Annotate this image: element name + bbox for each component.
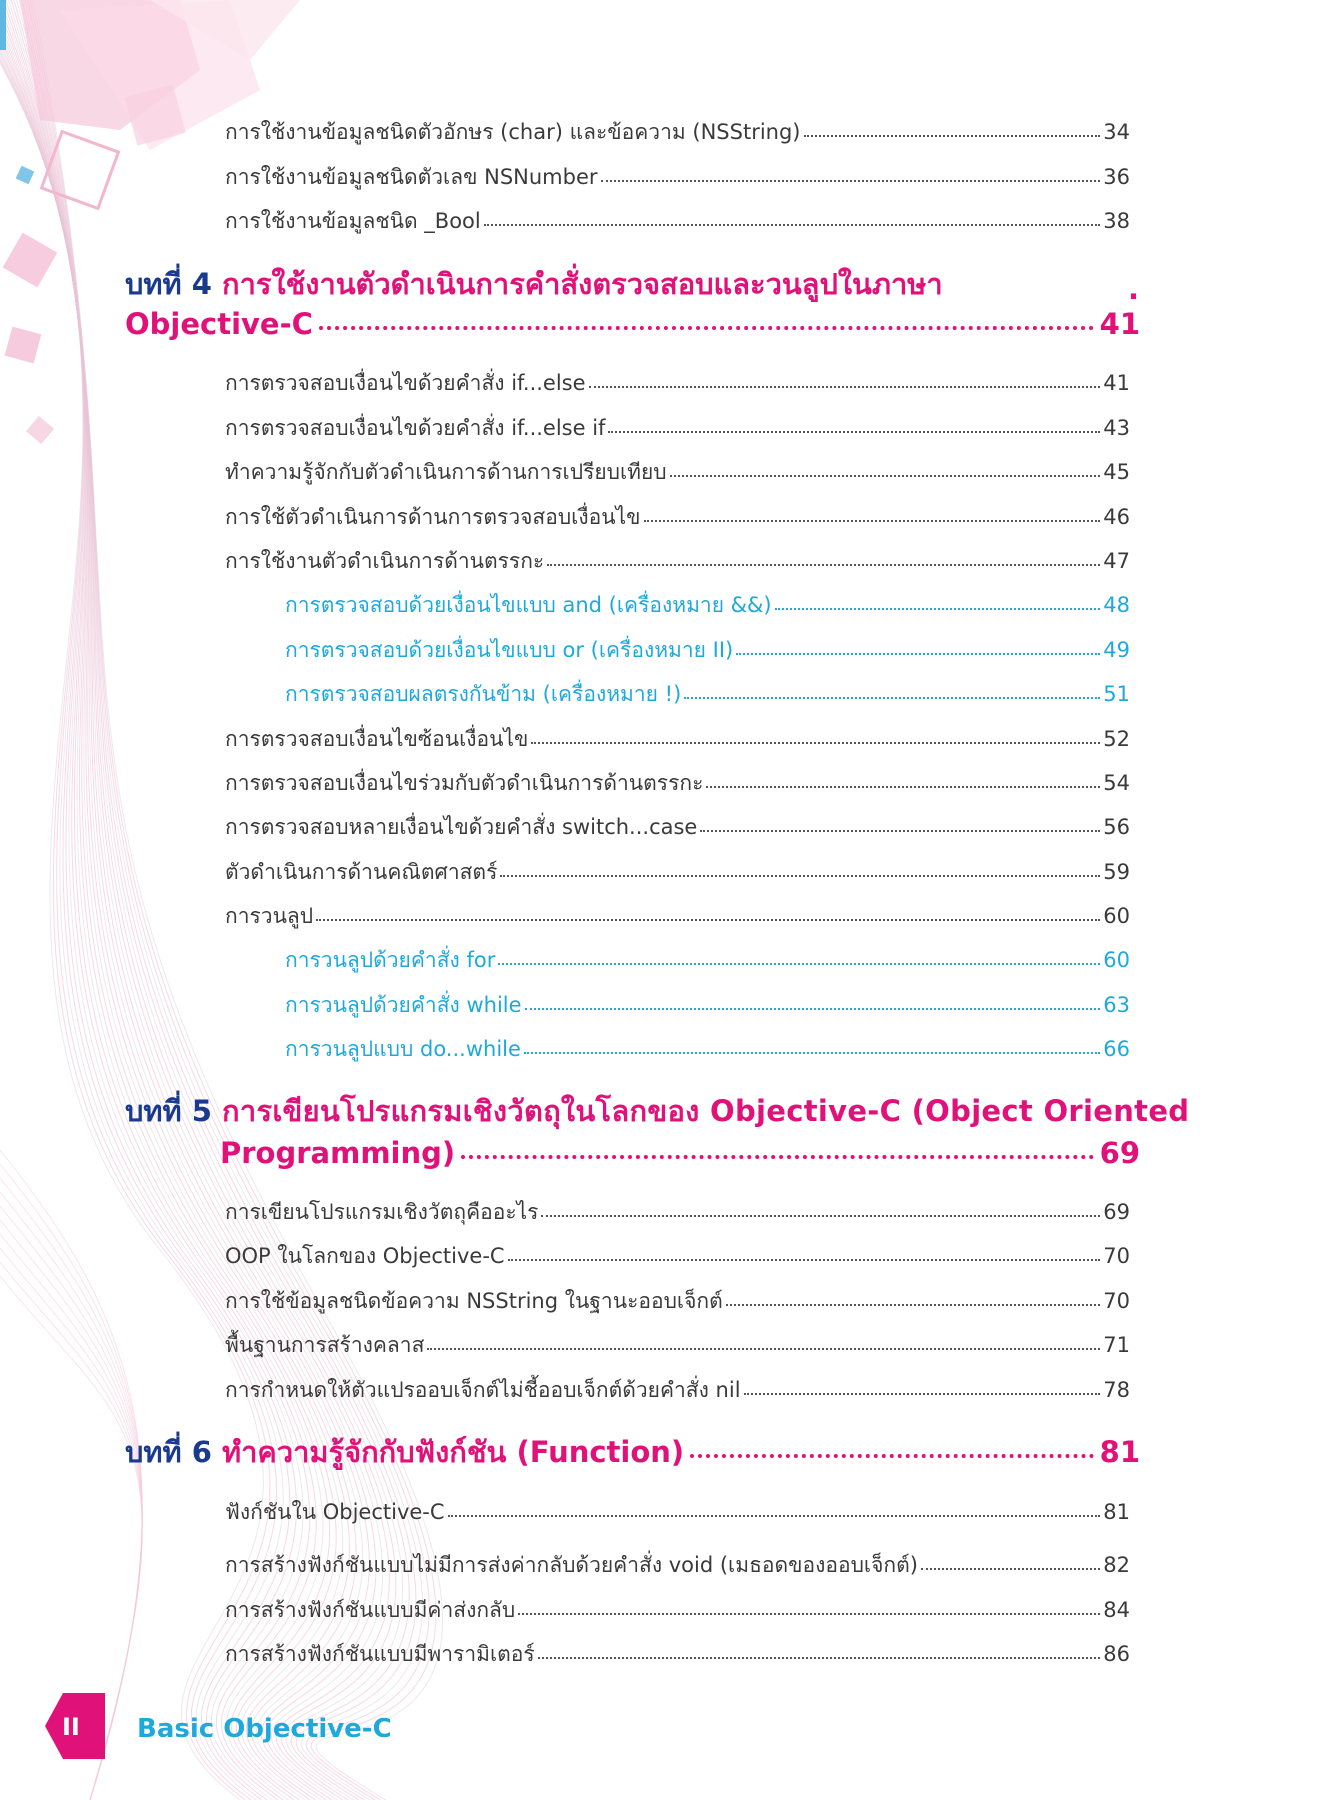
dot-leader (744, 1393, 1101, 1395)
dot-leader (531, 742, 1100, 744)
toc-entry-page: 47 (1103, 549, 1130, 573)
toc-entry-page: 59 (1103, 860, 1130, 884)
chapter-6-page: 81 (1099, 1435, 1140, 1469)
toc-entry-page: 43 (1103, 416, 1130, 440)
dot-leader (589, 386, 1101, 388)
toc-entry[interactable] (225, 1555, 1130, 1576)
toc-entry[interactable] (225, 862, 1130, 883)
toc-entry[interactable] (225, 729, 1130, 750)
book-title: Basic Objective-C (137, 1714, 392, 1744)
toc-entry-title: การวนลูปด้วยคำสั่ง for (285, 948, 496, 972)
toc-entry[interactable] (225, 507, 1130, 528)
dot-leader (684, 697, 1100, 699)
toc-entry[interactable] (225, 1600, 1130, 1621)
toc-entry-page: 49 (1103, 638, 1130, 662)
toc-entry[interactable] (225, 1644, 1130, 1665)
dot-leader (448, 1515, 1101, 1517)
toc-entry-page: 70 (1103, 1244, 1130, 1268)
chapter-4-title: การใช้งานตัวดำเนินการคำสั่งตรวจสอบและวนลูปในภาษา (222, 267, 943, 301)
toc-entry-title: ทำความรู้จักกับตัวดำเนินการด้านการเปรียบเทียบ (225, 460, 667, 484)
chapter-6-heading[interactable] (125, 1435, 1140, 1469)
dot-leader (608, 431, 1100, 433)
dot-leader (700, 830, 1100, 832)
chapter-6-label: บทที่ 6 (125, 1435, 212, 1469)
dot-leader (461, 1155, 1093, 1159)
dot-leader (706, 786, 1100, 788)
chapter-5-heading[interactable] (125, 1094, 1190, 1128)
toc-entry-page: 81 (1103, 1500, 1130, 1524)
toc-entry-title: การตรวจสอบหลายเงื่อนไขด้วยคำสั่ง switch...case (225, 815, 698, 839)
toc-entry[interactable] (225, 373, 1130, 394)
toc-entry-title: การตรวจสอบด้วยเงื่อนไขแบบ and (เครื่องหมาย &&) (285, 593, 772, 617)
dot-leader (547, 564, 1100, 566)
toc-entry-title: การตรวจสอบด้วยเงื่อนไขแบบ or (เครื่องหมาย II) (285, 638, 734, 662)
toc-entry[interactable] (225, 1335, 1130, 1356)
toc-entry[interactable] (225, 418, 1130, 439)
toc-entry-title: การตรวจสอบเงื่อนไขด้วยคำสั่ง if...else (225, 371, 586, 395)
toc-entry-title: OOP ในโลกของ Objective-C (225, 1244, 505, 1268)
toc-sub-entry[interactable] (285, 1039, 1130, 1060)
toc-entry[interactable] (225, 1380, 1130, 1401)
dot-leader (484, 224, 1101, 226)
toc-entry-title: การใช้งานตัวดำเนินการด้านตรรกะ (225, 549, 545, 573)
toc-entry[interactable] (225, 906, 1130, 927)
dot-leader (804, 135, 1101, 137)
chapter-4-title-line2[interactable] (125, 307, 1140, 341)
dot-leader (726, 1304, 1101, 1306)
toc-entry-title: การสร้างฟังก์ชันแบบมีพารามิเตอร์ (225, 1642, 535, 1666)
dot-leader (524, 1052, 1100, 1054)
toc-entry-page: 70 (1103, 1289, 1130, 1313)
toc-entry-title: การใช้ตัวดำเนินการด้านการตรวจสอบเงื่อนไข (225, 505, 641, 529)
toc-entry-page: 71 (1103, 1333, 1130, 1357)
toc-sub-entry[interactable] (285, 684, 1130, 705)
chapter-5-title-line2[interactable] (220, 1136, 1140, 1170)
toc-entry-title: การใช้งานข้อมูลชนิดตัวอักษร (char) และข้อความ (NSString) (225, 120, 801, 144)
toc-entry-page: 38 (1103, 209, 1130, 233)
toc-entry-title: การตรวจสอบผลตรงกันข้าม (เครื่องหมาย !) (285, 682, 682, 706)
toc-entry[interactable] (225, 462, 1130, 483)
dot-leader (644, 520, 1101, 522)
toc-entry-title: พื้นฐานการสร้างคลาส (225, 1333, 425, 1357)
toc-entry-title: ตัวดำเนินการด้านคณิตศาสตร์ (225, 860, 498, 884)
toc-entry-page: 36 (1103, 165, 1130, 189)
toc-entry[interactable] (225, 1502, 1130, 1523)
dot-leader (518, 1613, 1100, 1615)
toc-entry-page: 48 (1103, 593, 1130, 617)
dot-leader (541, 1215, 1100, 1217)
dot-leader (921, 1568, 1100, 1570)
dot-leader (690, 1454, 1093, 1458)
dot-leader (508, 1259, 1101, 1261)
toc-sub-entry[interactable] (285, 995, 1130, 1016)
dot-leader (538, 1657, 1101, 1659)
toc-entry-title: การใช้ข้อมูลชนิดข้อความ NSString ในฐานะออบเจ็กต์ (225, 1289, 723, 1313)
toc-entry[interactable] (225, 817, 1130, 838)
toc-sub-entry[interactable] (285, 640, 1130, 661)
dot-leader (316, 919, 1100, 921)
toc-entry-title: การกำหนดให้ตัวแปรออบเจ็กต์ไม่ชี้ออบเจ็กต์ด้วยคำสั่ง nil (225, 1378, 741, 1402)
toc-entry[interactable] (225, 122, 1130, 143)
chapter-4-page: 41 (1099, 307, 1140, 341)
chapter-4-title-continued: Objective-C (125, 307, 313, 341)
toc-entry-title: การวนลูปแบบ do...while (285, 1037, 521, 1061)
toc-entry-title: การตรวจสอบเงื่อนไขร่วมกับตัวดำเนินการด้านตรรกะ (225, 771, 704, 795)
toc-entry-title: ฟังก์ชันใน Objective-C (225, 1500, 445, 1524)
toc-entry[interactable] (225, 1291, 1130, 1312)
toc-entry-page: 34 (1103, 120, 1130, 144)
toc-entry-page: 52 (1103, 727, 1130, 751)
toc-entry-title: การสร้างฟังก์ชันแบบไม่มีการส่งค่ากลับด้วยคำสั่ง void (เมธอดของออบเจ็กต์) (225, 1553, 918, 1577)
toc-entry-page: 82 (1103, 1553, 1130, 1577)
toc-entry-page: 46 (1103, 505, 1130, 529)
dot-leader (736, 653, 1100, 655)
dot-leader (601, 180, 1101, 182)
toc-entry-page: 86 (1103, 1642, 1130, 1666)
toc-entry-title: การวนลูป (225, 904, 314, 928)
toc-entry-title: การใช้งานข้อมูลชนิด _Bool (225, 209, 481, 233)
chapter-5-label: บทที่ 5 (125, 1094, 212, 1128)
toc-entry-page: 45 (1103, 460, 1130, 484)
toc-entry-title: การสร้างฟังก์ชันแบบมีค่าส่งกลับ (225, 1598, 516, 1622)
toc-entry[interactable] (225, 773, 1130, 794)
chapter-5-title: การเขียนโปรแกรมเชิงวัตถุในโลกของ Objective-C (Object Oriented (222, 1094, 1190, 1128)
toc-sub-entry[interactable] (285, 595, 1130, 616)
dot-leader (319, 326, 1094, 330)
toc-entry-page: 69 (1103, 1200, 1130, 1224)
chapter-4-trailing-dot: . (1128, 272, 1140, 306)
dot-leader (525, 1008, 1101, 1010)
toc-sub-entry[interactable] (285, 950, 1130, 971)
dot-leader (670, 475, 1101, 477)
toc-entry[interactable] (225, 167, 1130, 188)
chapter-6-title: ทำความรู้จักกับฟังก์ชัน (Function) (222, 1435, 685, 1469)
toc-entry-page: 41 (1103, 371, 1130, 395)
toc-entry[interactable] (225, 1202, 1130, 1223)
toc-entry-page: 84 (1103, 1598, 1130, 1622)
toc-entry-page: 51 (1103, 682, 1130, 706)
chapter-5-page: 69 (1099, 1136, 1140, 1170)
dot-leader (500, 875, 1100, 877)
toc-entry-page: 63 (1103, 993, 1130, 1017)
toc-entry-page: 56 (1103, 815, 1130, 839)
toc-entry[interactable] (225, 211, 1130, 232)
toc-entry-page: 60 (1103, 904, 1130, 928)
dot-leader (498, 963, 1100, 965)
toc-entry-page: 60 (1103, 948, 1130, 972)
page-number: II (62, 1713, 80, 1741)
toc-entry[interactable] (225, 1246, 1130, 1267)
toc-entry-page: 66 (1103, 1037, 1130, 1061)
chapter-4-label: บทที่ 4 (125, 267, 212, 301)
toc-entry-page: 54 (1103, 771, 1130, 795)
toc-entry-title: การใช้งานข้อมูลชนิดตัวเลข NSNumber (225, 165, 598, 189)
chapter-5-title-continued: Programming) (220, 1136, 456, 1170)
toc-entry-title: การตรวจสอบเงื่อนไขด้วยคำสั่ง if...else if (225, 416, 606, 440)
toc-entry[interactable] (225, 551, 1130, 572)
toc-entry-title: การตรวจสอบเงื่อนไขซ้อนเงื่อนไข (225, 727, 529, 751)
toc-entry-page: 78 (1103, 1378, 1130, 1402)
dot-leader (427, 1348, 1100, 1350)
chapter-4-heading[interactable] (125, 267, 943, 301)
toc-entry-title: การเขียนโปรแกรมเชิงวัตถุคืออะไร (225, 1200, 539, 1224)
dot-leader (775, 608, 1101, 610)
toc-entry-title: การวนลูปด้วยคำสั่ง while (285, 993, 522, 1017)
